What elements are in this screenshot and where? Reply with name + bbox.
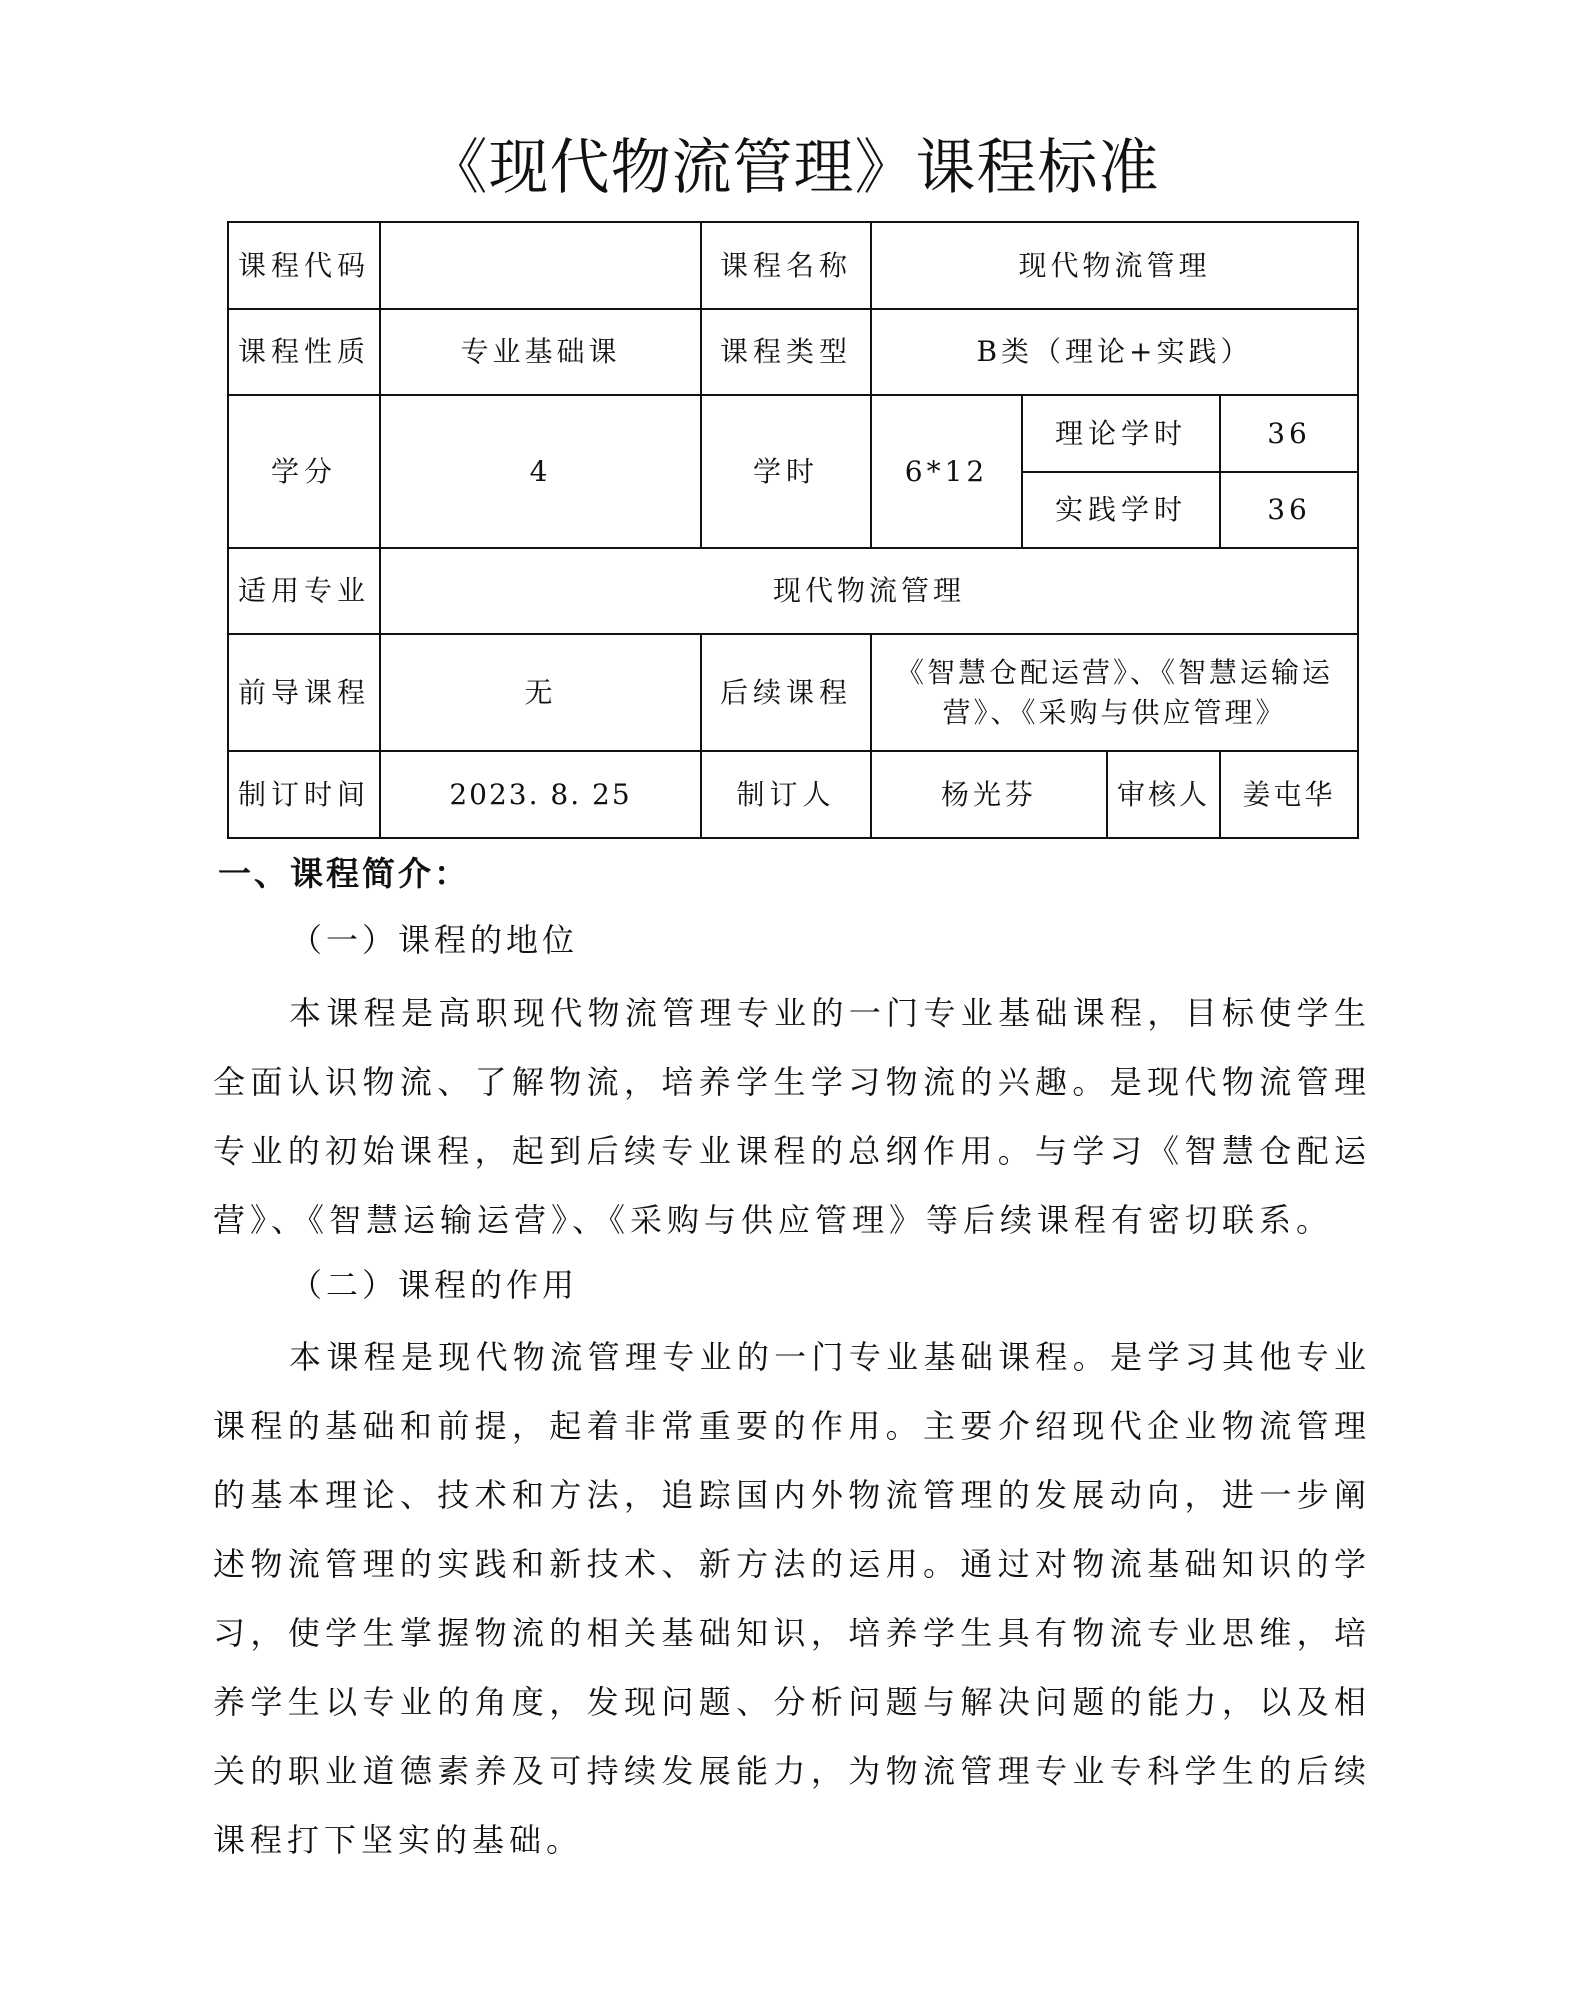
- date-value: 2023. 8. 25: [380, 751, 701, 838]
- author-label: 制订人: [701, 751, 871, 838]
- course-code-label: 课程代码: [228, 222, 380, 309]
- course-type-value: B类（理论+实践）: [871, 309, 1358, 395]
- major-label: 适用专业: [228, 548, 380, 634]
- table-row: [228, 634, 1358, 751]
- table-row: [228, 548, 1358, 634]
- subheading-course-position: （一）课程的地位: [290, 921, 579, 959]
- paragraph-course-role: 本课程是现代物流管理专业的一门专业基础课程。是学习其他专业课程的基础和前提，起着非常重要的作用。主要介绍现代企业物流管理的基本理论、技术和方法，追踪国内外物流管理的发展动向，进一步阐述物流管理的实践和新技术、新方法的运用。通过对物流基础知识的学习，使学生掌握物流的相关基础知识，培养学生具有物流专业思维，培养学生以专业的角度，发现问题、分析问题与解决问题的能力，以及相关的职业道德素养及可持续发展能力，为物流管理专业专科学生的后续课程打下坚实的基础。: [213, 1338, 1371, 1859]
- theory-hours-value: 36: [1220, 395, 1358, 472]
- hours-label: 学时: [701, 395, 871, 548]
- course-name-value: 现代物流管理: [871, 222, 1358, 309]
- follow-up-label: 后续课程: [701, 634, 871, 751]
- date-label: 制订时间: [228, 751, 380, 838]
- prerequisite-label: 前导课程: [228, 634, 380, 751]
- course-type-label: 课程类型: [701, 309, 871, 395]
- major-value: 现代物流管理: [380, 548, 1358, 634]
- section-heading-intro: 一、课程简介：: [218, 854, 470, 893]
- practice-hours-value: 36: [1220, 472, 1358, 548]
- table-row: [228, 222, 1358, 309]
- course-nature-label: 课程性质: [228, 309, 380, 395]
- course-nature-value: 专业基础课: [380, 309, 701, 395]
- reviewer-label: 审核人: [1107, 751, 1220, 838]
- reviewer-value: 姜屯华: [1220, 751, 1358, 838]
- practice-hours-label: 实践学时: [1022, 472, 1220, 548]
- subheading-course-role: （二）课程的作用: [290, 1266, 579, 1304]
- paragraph-course-position: 本课程是高职现代物流管理专业的一门专业基础课程，目标使学生全面认识物流、了解物流，培养学生学习物流的兴趣。是现代物流管理专业的初始课程，起到后续专业课程的总纲作用。与学习《智慧仓配运营》、《智慧运输运营》、《采购与供应管理》等后续课程有密切联系。: [213, 994, 1371, 1239]
- theory-hours-label: 理论学时: [1022, 395, 1220, 472]
- document-title: 《现代物流管理》课程标准: [427, 133, 1160, 203]
- table-row: [228, 395, 1358, 472]
- course-info-table: [227, 221, 1359, 839]
- credits-value: 4: [380, 395, 701, 548]
- table-row: [228, 309, 1358, 395]
- author-value: 杨光芬: [871, 751, 1107, 838]
- prerequisite-value: 无: [380, 634, 701, 751]
- course-code-value: [380, 222, 701, 309]
- credits-label: 学分: [228, 395, 380, 548]
- table-row: [228, 751, 1358, 838]
- hours-value: 6*12: [871, 395, 1022, 548]
- follow-up-value: 《智慧仓配运营》、《智慧运输运营》、《采购与供应管理》: [871, 634, 1358, 751]
- course-name-label: 课程名称: [701, 222, 871, 309]
